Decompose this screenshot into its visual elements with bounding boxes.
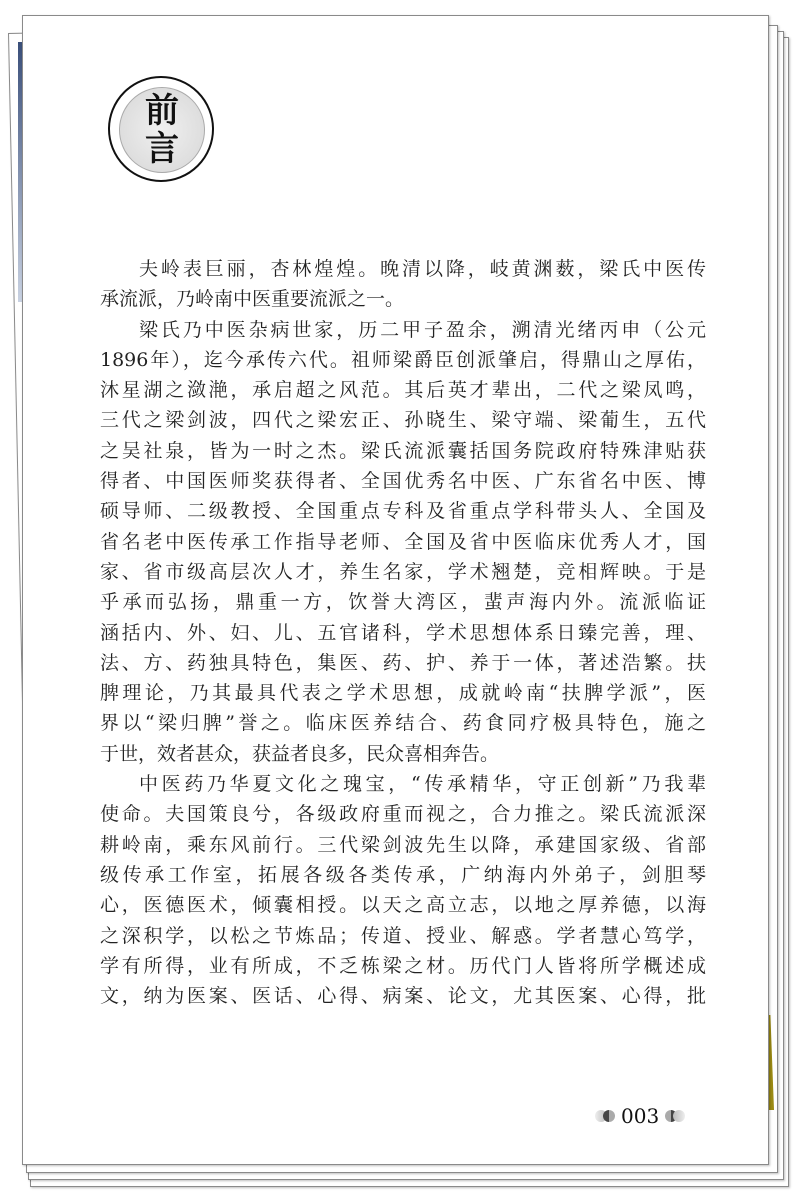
text-line: 之吴社泉，皆为一时之杰。梁氏流派囊括国务院政府特殊津贴获 — [100, 439, 706, 462]
text-line: 中医药乃华夏文化之瑰宝，“传承精华，守正创新”乃我辈 — [139, 773, 706, 796]
moon-ornament-icon — [673, 1110, 685, 1122]
text-line: 省名老中医传承工作指导老师、全国及省中医临床优秀人才，国 — [100, 530, 706, 553]
moon-ornament-icon — [603, 1110, 615, 1122]
text-line: 梁氏乃中医杂病世家，历二甲子盈余，溯清光绪丙申（公元 — [139, 318, 706, 341]
paragraph — [100, 315, 706, 769]
text-line: 文，纳为医案、医话、心得、病案、论文，尤其医案、心得，批 — [100, 985, 706, 1008]
text-line: 于世，效者甚众，获益者良多，民众喜相奔告。 — [100, 742, 500, 765]
text-line: 沐星湖之潋滟，承启超之风范。其后英才辈出，二代之梁凤鸣， — [100, 379, 706, 402]
preface-title-badge — [108, 76, 214, 182]
text-line: 使命。夫国策良兮，各级政府重而视之，合力推之。梁氏流派深 — [100, 803, 706, 826]
text-line: 级传承工作室，拓展各级各类传承，广纳海内外弟子，剑胆琴 — [100, 863, 706, 886]
preface-body — [100, 254, 706, 1011]
text-line: 界以“梁归脾”誉之。临床医养结合、药食同疗极具特色，施之 — [100, 712, 706, 735]
text-line: 得者、中国医师奖获得者、全国优秀名中医、广东省名中医、博 — [100, 470, 706, 493]
paragraph — [100, 769, 706, 1011]
text-line: 脾理论，乃其最具代表之学术思想，成就岭南“扶脾学派”，医 — [100, 682, 706, 705]
text-line: 夫岭表巨丽，杏林煌煌。晚清以降，岐黄渊薮，梁氏中医传 — [139, 258, 706, 280]
text-line: 家、省市级高层次人才，养生名家，学术翘楚，竞相辉映。于是 — [100, 560, 706, 583]
text-line: 乎承而弘扬，鼎重一方，饮誉大湾区，蜚声海内外。流派临证 — [100, 591, 706, 614]
page-number: 003 — [621, 1104, 660, 1128]
text-line: 承流派，乃岭南中医重要流派之一。 — [100, 288, 405, 311]
page-number-footer — [595, 1104, 685, 1128]
title-char-2: 言 — [145, 129, 179, 169]
text-line: 涵括内、外、妇、儿、五官诸科，学术思想体系日臻完善，理、 — [100, 621, 706, 644]
text-line: 之深积学，以松之节炼品；传道、授业、解惑。学者慧心笃学， — [100, 924, 706, 947]
title-char-1: 前 — [145, 91, 179, 131]
text-line: 1896年），迄今承传六代。祖师梁爵臣创派肇启，得鼎山之厚佑， — [100, 348, 706, 371]
text-line: 硕导师、二级教授、全国重点专科及省重点学科带头人、全国及 — [100, 500, 706, 523]
text-line: 心，医德医术，倾囊相授。以天之高立志，以地之厚养德，以海 — [100, 894, 706, 917]
text-line: 三代之梁剑波，四代之梁宏正、孙晓生、梁守端、梁葡生，五代 — [100, 409, 706, 432]
text-line: 法、方、药独具特色，集医、药、护、养于一体，著述浩繁。扶 — [100, 651, 706, 674]
paragraph — [100, 254, 706, 315]
text-line: 耕岭南，乘东风前行。三代梁剑波先生以降，承建国家级、省部 — [100, 833, 706, 856]
text-line: 学有所得，业有所成，不乏栋梁之材。历代门人皆将所学概述成 — [100, 954, 706, 977]
